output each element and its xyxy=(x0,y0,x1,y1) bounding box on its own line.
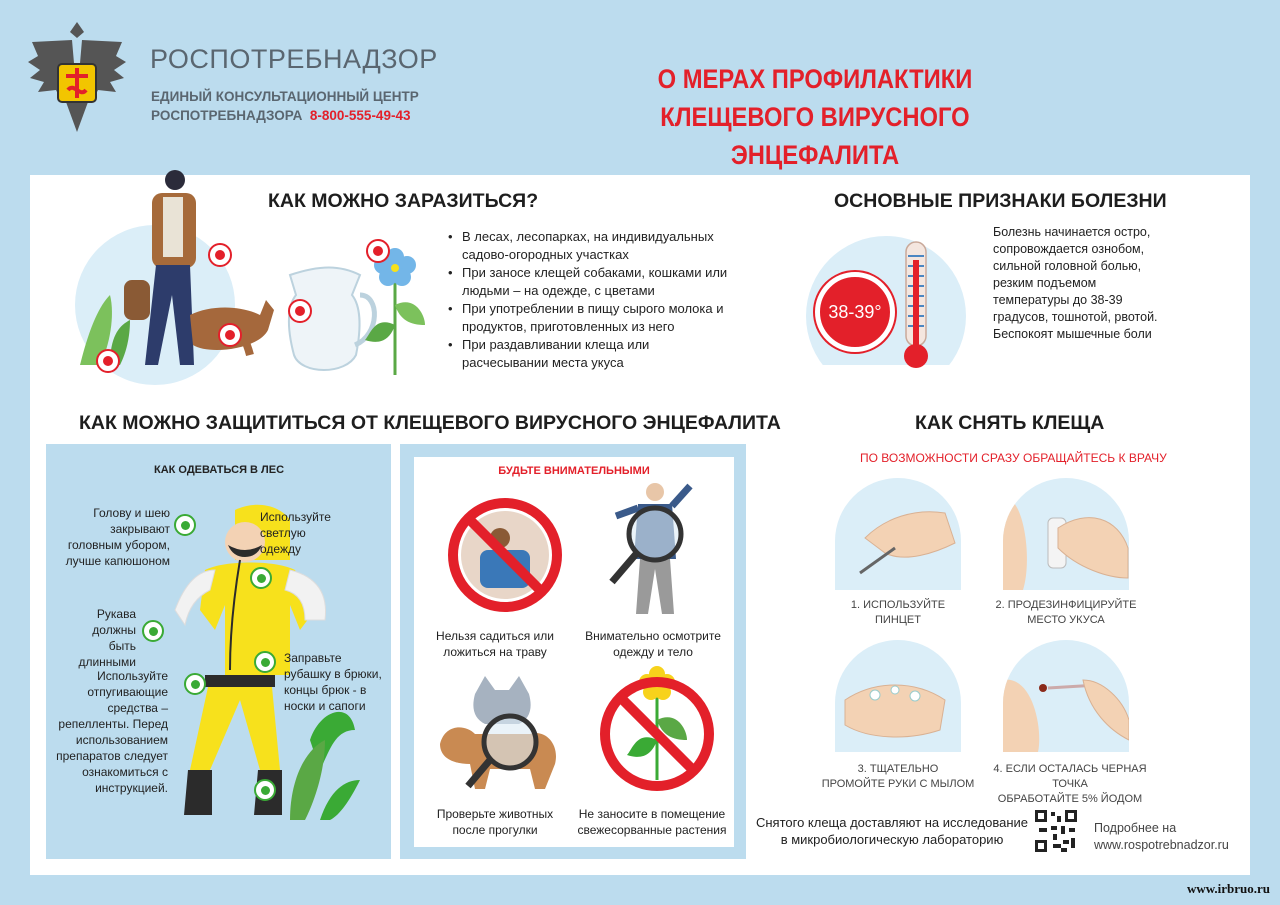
step-3-line1: 3. ТЩАТЕЛЬНО xyxy=(857,763,939,775)
removal-subheading: ПО ВОЗМОЖНОСТИ СРАЗУ ОБРАЩАЙТЕСЬ К ВРАЧУ xyxy=(860,451,1167,465)
symptoms-text: Болезнь начинается остро, сопровождается ознобом, сильной головной болью, резким подъемом температуры до 38-39 градусов, тошнотой, рвотой. Беспокоят мышечные боли xyxy=(993,225,1158,341)
check-marker-icon xyxy=(254,779,276,801)
attention-caption-3: Не заносите в помещение свежесорванные растения xyxy=(577,807,727,837)
tick-marker-icon xyxy=(366,239,390,263)
attention-caption-2: Проверьте животных после прогулки xyxy=(436,807,554,837)
list-item: • При заносе клещей собаками, кошками или людьми – на одежде, с цветами xyxy=(448,264,728,300)
list-item: • В лесах, лесопарках, на индивидуальных садово-огородных участках xyxy=(448,228,728,264)
inspect-clothes-magnifier-icon xyxy=(600,474,710,624)
tip-head: Голову и шею закрывают головным убором, лучше капюшоном xyxy=(65,506,170,568)
title-line1: О МЕРАХ ПРОФИЛАКТИКИ xyxy=(657,64,973,94)
tick-marker-icon xyxy=(208,243,232,267)
infection-heading: КАК МОЖНО ЗАРАЗИТЬСЯ? xyxy=(268,190,539,212)
page-title xyxy=(591,60,1040,174)
more-info-label: Подробнее на xyxy=(1094,821,1177,835)
watermark: www.irbruo.ru xyxy=(1186,881,1270,896)
step-2-line2: МЕСТО УКУСА xyxy=(1027,614,1105,626)
infection-list xyxy=(448,228,728,372)
wear-heading: КАК ОДЕВАТЬСЯ В ЛЕС xyxy=(154,464,285,476)
step-4-line2: ОБРАБОТАЙТЕ 5% ЙОДОМ xyxy=(997,793,1143,805)
check-marker-icon xyxy=(142,620,164,642)
center-name-line2 xyxy=(151,108,410,123)
milk-flower-illustration xyxy=(280,235,435,385)
step-3-line2: ПРОМОЙТЕ РУКИ С МЫЛОМ xyxy=(821,778,975,790)
tick-marker-icon xyxy=(96,349,120,373)
check-marker-icon xyxy=(254,651,276,673)
website-link[interactable]: www.rospotrebnadzor.ru xyxy=(1094,838,1229,852)
removal-heading: КАК СНЯТЬ КЛЕЩА xyxy=(915,412,1105,434)
qr-code-icon[interactable] xyxy=(1033,808,1079,854)
check-pets-icon xyxy=(430,664,570,799)
man-with-dog-icon xyxy=(60,165,290,385)
list-item: • При употреблении в пищу сырого молока и продуктов, приготовленных из него xyxy=(448,300,728,336)
attention-caption-1: Внимательно осмотрите одежду и тело xyxy=(585,629,721,659)
thermometer-icon xyxy=(898,240,934,372)
tip-tuck: Заправьте рубашку в брюки, концы брюк - в носки и сапоги xyxy=(284,651,382,713)
tick-marker-icon xyxy=(218,323,242,347)
step-1-line1: 1. ИСПОЛЬЗУЙТЕ xyxy=(850,599,946,611)
step-1-line2: ПИНЦЕТ xyxy=(875,614,921,626)
lab-note xyxy=(754,814,1030,848)
circle-mask xyxy=(806,365,976,405)
no-sitting-on-grass-icon xyxy=(440,490,570,620)
step-4-caption xyxy=(980,762,1160,807)
check-marker-icon xyxy=(250,567,272,589)
lab-note-line2: в микробиологическую лабораторию xyxy=(780,832,1004,847)
tick-marker-icon xyxy=(288,299,312,323)
org-name: РОСПОТРЕБНАДЗОР xyxy=(150,44,438,74)
walker-illustration xyxy=(60,165,290,385)
more-info xyxy=(1094,820,1229,854)
no-wild-flowers-icon xyxy=(592,660,722,795)
step-3-caption xyxy=(810,762,986,792)
symptoms-heading: ОСНОВНЫЕ ПРИЗНАКИ БОЛЕЗНИ xyxy=(834,190,1167,212)
tip-light-clothes: Используйте светлую одежду xyxy=(260,510,331,556)
tip-sleeves: Рукава должны быть длинными xyxy=(78,607,136,669)
step-2-line1: 2. ПРОДЕЗИНФИЦИРУЙТЕ xyxy=(995,599,1137,611)
step-2-caption xyxy=(986,598,1146,628)
tip-repellents: Используйте отпугивающие средства – репелленты. Перед использованием препаратов следует ознакомиться с инструкцией. xyxy=(56,669,168,795)
rospotrebnadzor-emblem-icon xyxy=(22,12,132,140)
list-item: • При раздавливании клеща или расчесывании места укуса xyxy=(448,336,728,372)
center-name-line1: ЕДИНЫЙ КОНСУЛЬТАЦИОННЫЙ ЦЕНТР xyxy=(151,89,419,104)
title-line2: КЛЕЩЕВОГО ВИРУСНОГО ЭНЦЕФАЛИТА xyxy=(660,102,970,170)
hotline-phone[interactable]: 8-800-555-49-43 xyxy=(309,108,411,123)
step-1-caption xyxy=(820,598,976,628)
check-marker-icon xyxy=(174,514,196,536)
attention-heading: БУДЬТЕ ВНИМАТЕЛЬНЫМИ xyxy=(498,465,650,477)
check-marker-icon xyxy=(184,673,206,695)
attention-caption-0: Нельзя садиться или ложиться на траву xyxy=(436,629,554,659)
lab-note-line1: Снятого клеща доставляют на исследование xyxy=(755,815,1029,830)
temperature-badge: 38-39° xyxy=(815,272,895,352)
center-name-line2-text: РОСПОТРЕБНАДЗОРА xyxy=(151,108,303,123)
step-4-line1: 4. ЕСЛИ ОСТАЛАСЬ ЧЕРНАЯ ТОЧКА xyxy=(993,763,1147,790)
protection-heading: КАК МОЖНО ЗАЩИТИТЬСЯ ОТ КЛЕЩЕВОГО ВИРУСНОГО ЭНЦЕФАЛИТА xyxy=(79,412,781,434)
